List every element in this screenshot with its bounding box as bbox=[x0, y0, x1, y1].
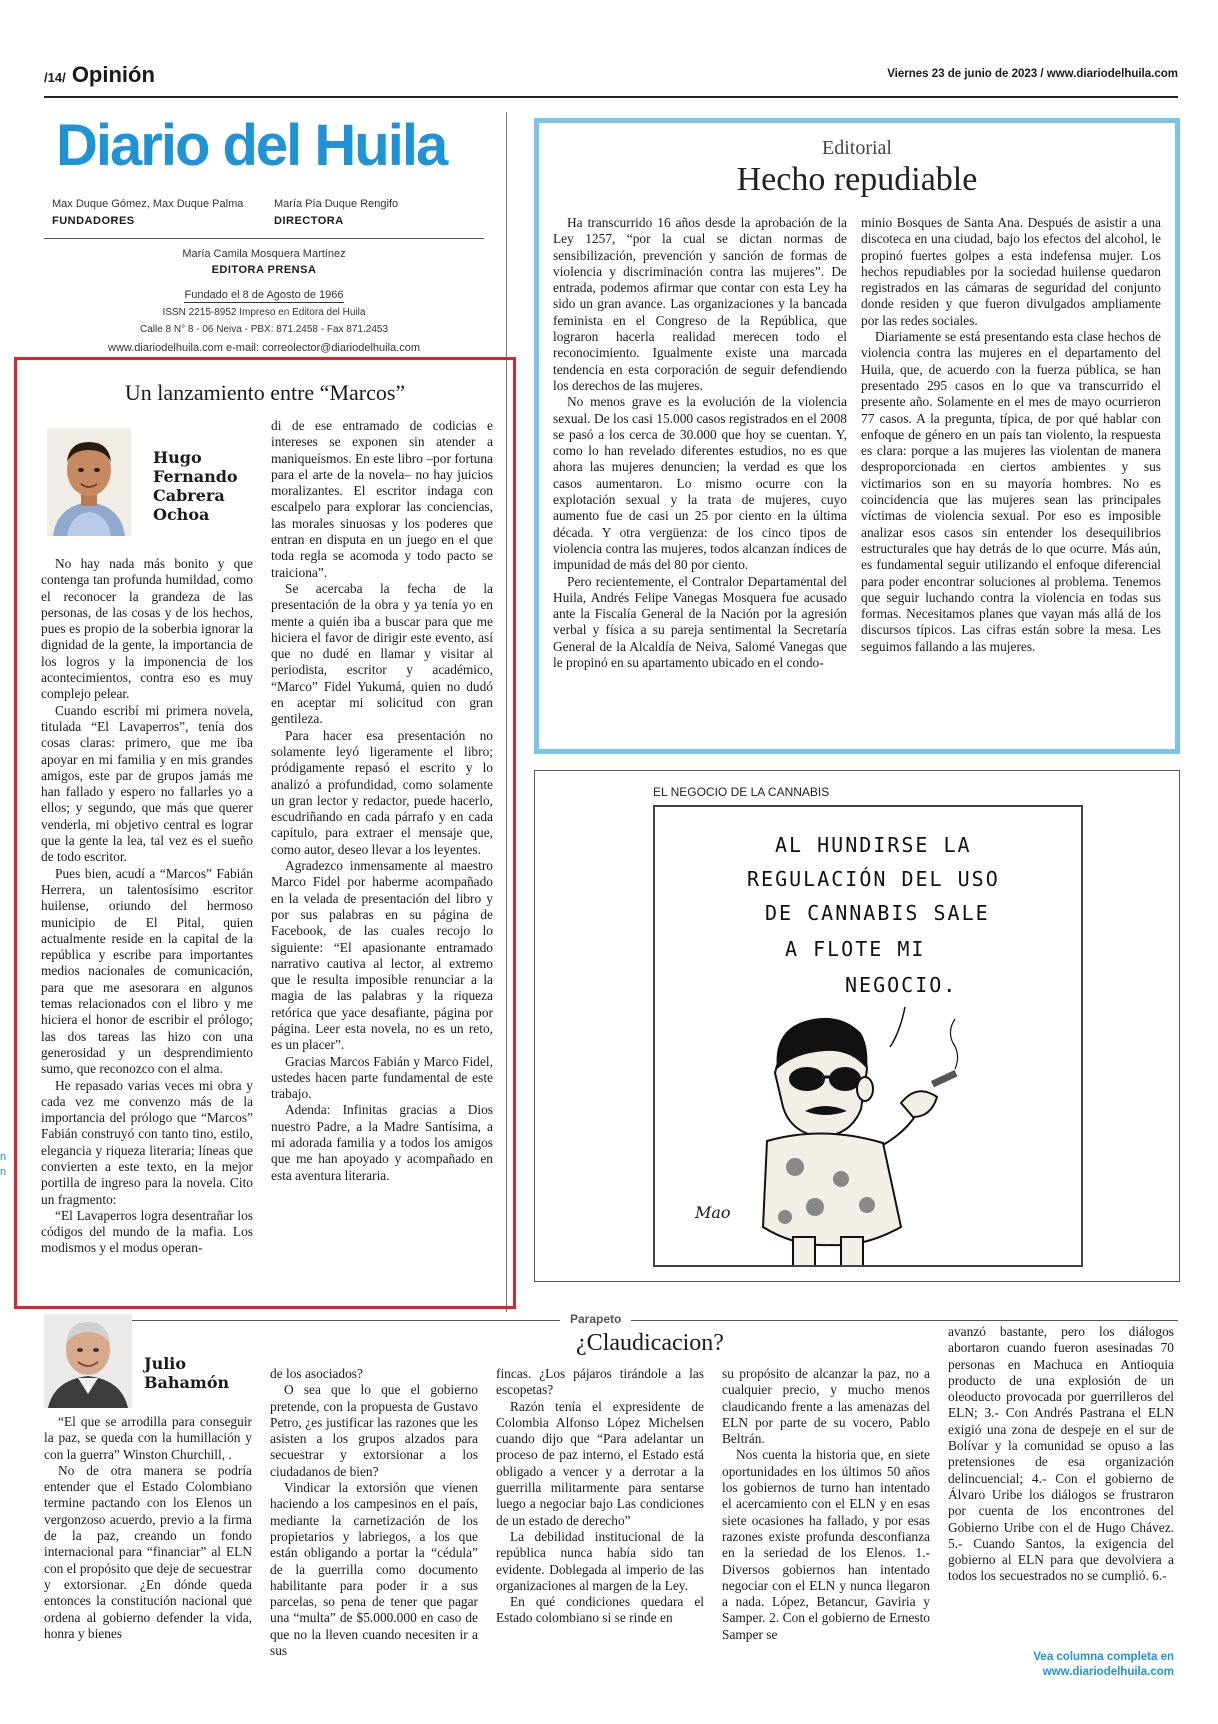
author-name-line: Julio bbox=[144, 1354, 187, 1373]
editorial-label: Editorial bbox=[822, 137, 892, 159]
parapeto-col-5 bbox=[948, 1324, 1174, 1646]
cartoon-speech-line: A FLOTE MI bbox=[785, 937, 926, 961]
editor-name: María Camila Mosquera Martínez bbox=[182, 248, 346, 260]
author-photo-hugo bbox=[47, 428, 131, 536]
founded-text: Fundado el 8 de Agosto de 1966 bbox=[184, 289, 344, 301]
parapeto-paragraph: fincas. ¿Los pájaros tirándole a las escopetas? bbox=[496, 1366, 704, 1398]
footer-link-line2: www.diariodelhuila.com bbox=[1042, 1666, 1174, 1678]
author-name-julio bbox=[144, 1354, 229, 1392]
parapeto-label: Parapeto bbox=[560, 1312, 631, 1326]
parapeto-col-1 bbox=[44, 1414, 252, 1684]
column-paragraph: di de ese entramado de codicias e intereses se exponen sin atender a maniqueísmos. En este libro –por fortuna para el arte de la novela– no hay juicios moralizantes. El escritor indaga con escalpelo para explorar las conciencias, las morales sinuosas y los poderes que entran en disputa en un juego en el que toda regla se acomoda y todo pacto se traiciona”. bbox=[271, 418, 493, 580]
cartoon-frame bbox=[534, 770, 1180, 1282]
column-article-col-1 bbox=[41, 556, 253, 1300]
editor-label: EDITORA PRENSA bbox=[211, 264, 317, 276]
section-name: Opinión bbox=[71, 62, 155, 87]
parapeto-paragraph: Vindicar la extorsión que vienen haciendo a los campesinos en el país, mediante la carnetización de los propietarios y labriegos, a los que están obligando a portar la “cédula” de la guerrilla como documento habilitante para poder ir a sus parcelas, so pena de tener que pagar una “multa” de $5.000.000 en caso de que no la lleven cuando necesiten ir a sus bbox=[270, 1480, 478, 1659]
author-name-line: Ochoa bbox=[153, 505, 210, 524]
column-paragraph: Cuando escribí mi primera novela, titulada “El Lavaperros”, tenía dos cosas claras: primero, que me iba apoyar en mi familia y en mis grandes amigos, este par de grupos jamás me han fallado y espero no fallarles yo a ellos; y segundo, que más que querer venderla, mi objetivo central es lograr que la gente la lea, tal vez es el sueño de todo escritor. bbox=[41, 702, 253, 865]
date-line: Viernes 23 de junio de 2023 / www.diariodelhuila.com bbox=[887, 68, 1178, 80]
column-paragraph: No hay nada más bonito y que contenga tan profunda humildad, como el reconocer la grandeza de las personas, de las cosas y de los hechos, pues es propio de la soberbia ignorar la dignidad de la gente, la importancia de los logros y la imponencia de los acontecimientos, contra eso es muy complejo pelear. bbox=[41, 556, 253, 702]
director-label: DIRECTORA bbox=[274, 215, 344, 227]
parapeto-col-3 bbox=[496, 1366, 704, 1684]
author-name-line: Bahamón bbox=[144, 1373, 230, 1392]
author-name-line: Cabrera bbox=[153, 486, 225, 505]
parapeto-col-4 bbox=[722, 1366, 930, 1684]
editorial-column-1 bbox=[553, 215, 847, 745]
parapeto-paragraph: La debilidad institucional de la república nunca había sido tan evidente. Doblegada al imperio de las organizaciones al margen de la Ley. bbox=[496, 1528, 704, 1593]
editorial-paragraph: Diariamente se está presentando esta clase hechos de violencia contra las mujeres en el departamento del Huila, que, de acuerdo con la fuerza pública, se han presentado 295 casos en lo que va transcurrido el presente año. Solamente en el mes de mayo ocurrieron 77 casos. A la pregunta, típica, de por qué hablar con enfoque de género en un país tan violento, la respuesta es clara: porque a las mujeres las violentan de manera desproporcionada en ciertos ambientes y sus victimarios son en su mayoría hombres. No es coincidencia que las mujeres sean las principales víctimas de violencia sexual. Por eso es imposible analizar esos casos sin entender los desequilibrios estructurales que hay detrás de lo que ocurre. Más aún, es fundamental seguir utilizando el enfoque diferencial para poder encontrar soluciones al problema. Tenemos que seguir luchando contra la violencia en todas sus formas. Necesitamos planes que vayan más allá de los discursos típicos. Las cifras están sobre la mesa. Les seguimos fallando a las mujeres. bbox=[861, 329, 1161, 654]
column-paragraph: Gracias Marcos Fabián y Marco Fidel, ustedes hacen parte fundamental de este trabajo. bbox=[271, 1053, 493, 1102]
cartoon-title: EL NEGOCIO DE LA CANNABIS bbox=[653, 785, 830, 799]
parapeto-paragraph: “El que se arrodilla para conseguir la paz, se queda con la humillación y con la guerra” Winston Churchill, . bbox=[44, 1414, 252, 1462]
parapeto-paragraph: O sea que lo que el gobierno pretende, con la propuesta de Gustavo Petro, ¿es justificar las razones que les asisten a los grupos alzados para secuestrar y extorsionar a los ciudadanos de bien? bbox=[270, 1382, 478, 1479]
cartoon-panel bbox=[653, 805, 1083, 1267]
edge-fragment-line: n bbox=[0, 1166, 7, 1178]
cartoon-speech-line: DE CANNABIS SALE bbox=[765, 901, 990, 925]
cartoon-signature: Mao bbox=[695, 1203, 731, 1222]
column-paragraph: Agradezco inmensamente al maestro Marco Fidel por haberme acompañado en la velada de presentación del libro y por sus palabras en su página de Facebook, de las cuales recojo lo siguiente: “El apasionante entramado narrativo cautiva al lector, al extremo que le resulta imposible renunciar a la magia de las palabras y la riqueza retórica que yace desafiante, página por página. Leer esta novela, no es un reto, es un placer”. bbox=[271, 858, 493, 1053]
contact-line: www.diariodelhuila.com e-mail: correolector@diariodelhuila.com bbox=[108, 342, 420, 354]
cartoon-speech-line: NEGOCIO. bbox=[845, 973, 958, 997]
masthead-logo: Diario del Huila bbox=[56, 113, 447, 178]
issn-line: ISSN 2215-8952 Impreso en Editora del Huila bbox=[162, 307, 366, 318]
founders-label: FUNDADORES bbox=[52, 215, 135, 227]
parapeto-paragraph: En qué condiciones quedara el Estado colombiano si se rinde en bbox=[496, 1594, 704, 1626]
founders-names: Max Duque Gómez, Max Duque Palma bbox=[52, 198, 244, 210]
parapeto-paragraph: avanzó bastante, pero los diálogos abortaron cuando fueron asesinadas 70 personas en Machuca en Antioquia producto de una explosión de un oleoducto provocada por guerrilleros del ELN; 3.- Con Andrés Pastrana el ELN exigió una zona de despeje en el sur de Bolívar y la comunidad se opuso a las pretensiones de esa organización delincuencial; 4.- Con el gobierno de Álvaro Uribe los diálogos se frustraron por cuenta de los encontrones del Gobierno Uribe con el de Hugo Chávez. 5.- Cuando Santos, la exigencia del gobierno al ELN para que devolviera a todos los secuestrados no se cumplió. 6.- bbox=[948, 1324, 1174, 1584]
column-paragraph: Pues bien, acudí a “Marcos” Fabián Herrera, un talentosísimo escritor huilense, oriundo del hermoso municipio de El Pital, quien actualmente reside en la capital de la república y escribe para importantes medios nacionales de comunicación, para que me asesorara en algunos temas relacionados con el libro y me hiciera el honor de escribir el prólogo; las dos tareas las hizo con una generosidad y un desprendimiento sumo, que reconozco con el alma. bbox=[41, 865, 253, 1077]
column-paragraph: He repasado varias veces mi obra y cada vez me convenzo más de la importancia del prólogo que “Marcos” Fabián construyó con tanto tino, estilo, elegancia y riqueza literaria; líneas que convierten a este texto, en la mejor portilla de ingreso para la novela. Cito un fragmento: bbox=[41, 1077, 253, 1207]
page-header bbox=[44, 62, 155, 88]
parapeto-paragraph: No de otra manera se podría entender que el Estado Colombiano termine pactando con los Elenos un vergonzoso acuerdo, previo a la firma de la paz, creando un fondo internacional para “financiar” al ELN con el propósito que deje de secuestrar y extorsionar. ¿En dónde queda entonces la constitución nacional que ordena al gobierno defender la vida, honra y bienes bbox=[44, 1462, 252, 1641]
column-article-box bbox=[14, 357, 516, 1309]
footer-link[interactable] bbox=[1033, 1650, 1174, 1680]
author-name-line: Fernando bbox=[153, 467, 238, 486]
parapeto-col-2 bbox=[270, 1366, 478, 1684]
editorial-paragraph: Pero recientemente, el Contralor Departamental del Huila, Andrés Felipe Vanegas Mosquera fue acusado ante la Fiscalía General de la Nación por la agresión verbal y física a su pareja sentimental la Secretaría General de la Alcaldía de Neiva, Salomé Vanegas que le propinó en su apartamento ubicado en el condo- bbox=[553, 573, 847, 671]
editorial-paragraph: minio Bosques de Santa Ana. Después de asistir a una discoteca en una ciudad, bajo los efectos del alcohol, le propinó fuertes golpes a esta indefensa mujer. Los hechos repudiables por la sociedad huilense quedaron registrados en las cámaras de seguridad del conjunto donde residen y que fueron divulgados ampliamente por las redes sociales. bbox=[861, 215, 1161, 328]
cartoon-character-icon bbox=[655, 807, 1083, 1267]
editorial-box bbox=[534, 118, 1180, 754]
editorial-column-2 bbox=[861, 215, 1161, 745]
column-paragraph: Se acercaba la fecha de la presentación de la obra y ya tenía yo en mente a quién iba a buscar para que me hiciera el favor de dirigir este evento, así que no dudé en llamar y visitar al periodista, escritor y académico, “Marco” Fidel Yukumá, quien no dudó en aceptar mi solicitud con gran gentileza. bbox=[271, 580, 493, 727]
portrait-icon bbox=[47, 428, 131, 536]
column-paragraph: Para hacer esa presentación no solamente leyó ligeramente el libro; pródigamente repasó el escrito y lo analizó a profundidad, como solamente un gran lector y redactor, puede hacerlo, escudriñando en cada párrafo y en cada capítulo, para extraer el mensaje que, como autor, deseo llevar a los leyentes. bbox=[271, 727, 493, 857]
cartoon-speech-line: REGULACIÓN DEL USO bbox=[747, 867, 1000, 891]
director-name: María Pía Duque Rengifo bbox=[274, 198, 399, 210]
column-paragraph: Adenda: Infinitas gracias a Dios nuestro Padre, a la Madre Santísima, a mi adorada familia y a todos los amigos que me han apoyado y acompañado en esta aventura literaria. bbox=[271, 1102, 493, 1183]
parapeto-paragraph: de los asociados? bbox=[270, 1366, 363, 1381]
footer-link-line1: Vea columna completa en bbox=[1033, 1651, 1174, 1663]
parapeto-paragraph: su propósito de alcanzar la paz, no a cualquier precio, y mucho menos claudicando frente a las amenazas del ELN por parte de su vocero, Pablo Beltrán. bbox=[722, 1366, 930, 1447]
column-title: Un lanzamiento entre “Marcos” bbox=[124, 380, 406, 405]
edge-fragment bbox=[0, 1150, 6, 1180]
portrait-icon bbox=[44, 1314, 132, 1408]
column-paragraph: “El Lavaperros logra desentrañar los códigos del mundo de la mafia. Los modismos y el modus operan- bbox=[41, 1207, 253, 1256]
edge-fragment-line: n bbox=[0, 1151, 7, 1163]
author-photo-julio bbox=[44, 1314, 132, 1408]
editorial-paragraph: Ha transcurrido 16 años desde la aprobación de la Ley 1257, “por la cual se dictan normas de sensibilización, prevención y sanción de formas de violencia y discriminación contra las mujeres”. De entrada, podemos afirmar que contar con esta Ley ha sido un gran avance. Las organizaciones y la bancada feminista en el Congreso de la República, que lograron hacerla realidad merecen todo el reconocimiento. Igualmente existe una marcada tendencia en esta corporación de seguir defendiendo los derechos de las mujeres. bbox=[553, 215, 847, 393]
author-name-hugo bbox=[153, 448, 238, 524]
masthead-rule bbox=[44, 238, 484, 239]
parapeto-paragraph: Razón tenía el expresidente de Colombia Alfonso López Michelsen cuando dijo que “Para adelantar un proceso de paz interno, el Estado está obligado a vencer y a derrotar a la guerrilla militarmente para sentarse luego a negociar bajo Las condiciones de un estado de derecho” bbox=[496, 1398, 704, 1528]
cartoon-speech-line: AL HUNDIRSE LA bbox=[775, 833, 972, 857]
address-line: Calle 8 N° 8 - 06 Neiva - PBX: 871.2458 - Fax 871.2453 bbox=[139, 324, 389, 335]
founded-line bbox=[44, 289, 484, 301]
author-name-line: Hugo bbox=[153, 448, 202, 467]
editorial-paragraph: No menos grave es la evolución de la violencia sexual. De los casi 15.000 casos registrados en el 2008 se pasó a los cerca de 30.000 que hoy se cuentan. Y, como lo han revelado diferentes estudios, no es que ahora las mujeres denuncien; la verdad es que los casos aumentaron. Lo mismo ocurre con la explotación sexual y la trata de mujeres, cuyo aumento fue de casi un 25 por ciento en la última década. Y otra vergüenza: de los cinco tipos de violencia contra las mujeres, todos alcanzan índices de impunidad de más del 80 por ciento. bbox=[553, 394, 847, 573]
page-number: /14/ bbox=[44, 70, 66, 85]
column-article-col-2 bbox=[271, 418, 493, 1298]
header-rule bbox=[44, 96, 1178, 98]
parapeto-paragraph: Nos cuenta la historia que, en siete oportunidades en los últimos 50 años los gobiernos de turno han intentado el acercamiento con el ELN y en esas siete ocasiones ha fallado, y por esas razones existe profunda desconfianza en la seriedad de los Elenos. 1.-Diversos gobiernos han intentado negociar con el ELN y nunca llegaron a nada. López, Betancur, Gaviria y Samper. 2. Con el gobierno de Ernesto Samper se bbox=[722, 1447, 930, 1642]
parapeto-title: ¿Claudicacion? bbox=[576, 1330, 724, 1356]
editorial-title: Hecho repudiable bbox=[736, 161, 978, 198]
